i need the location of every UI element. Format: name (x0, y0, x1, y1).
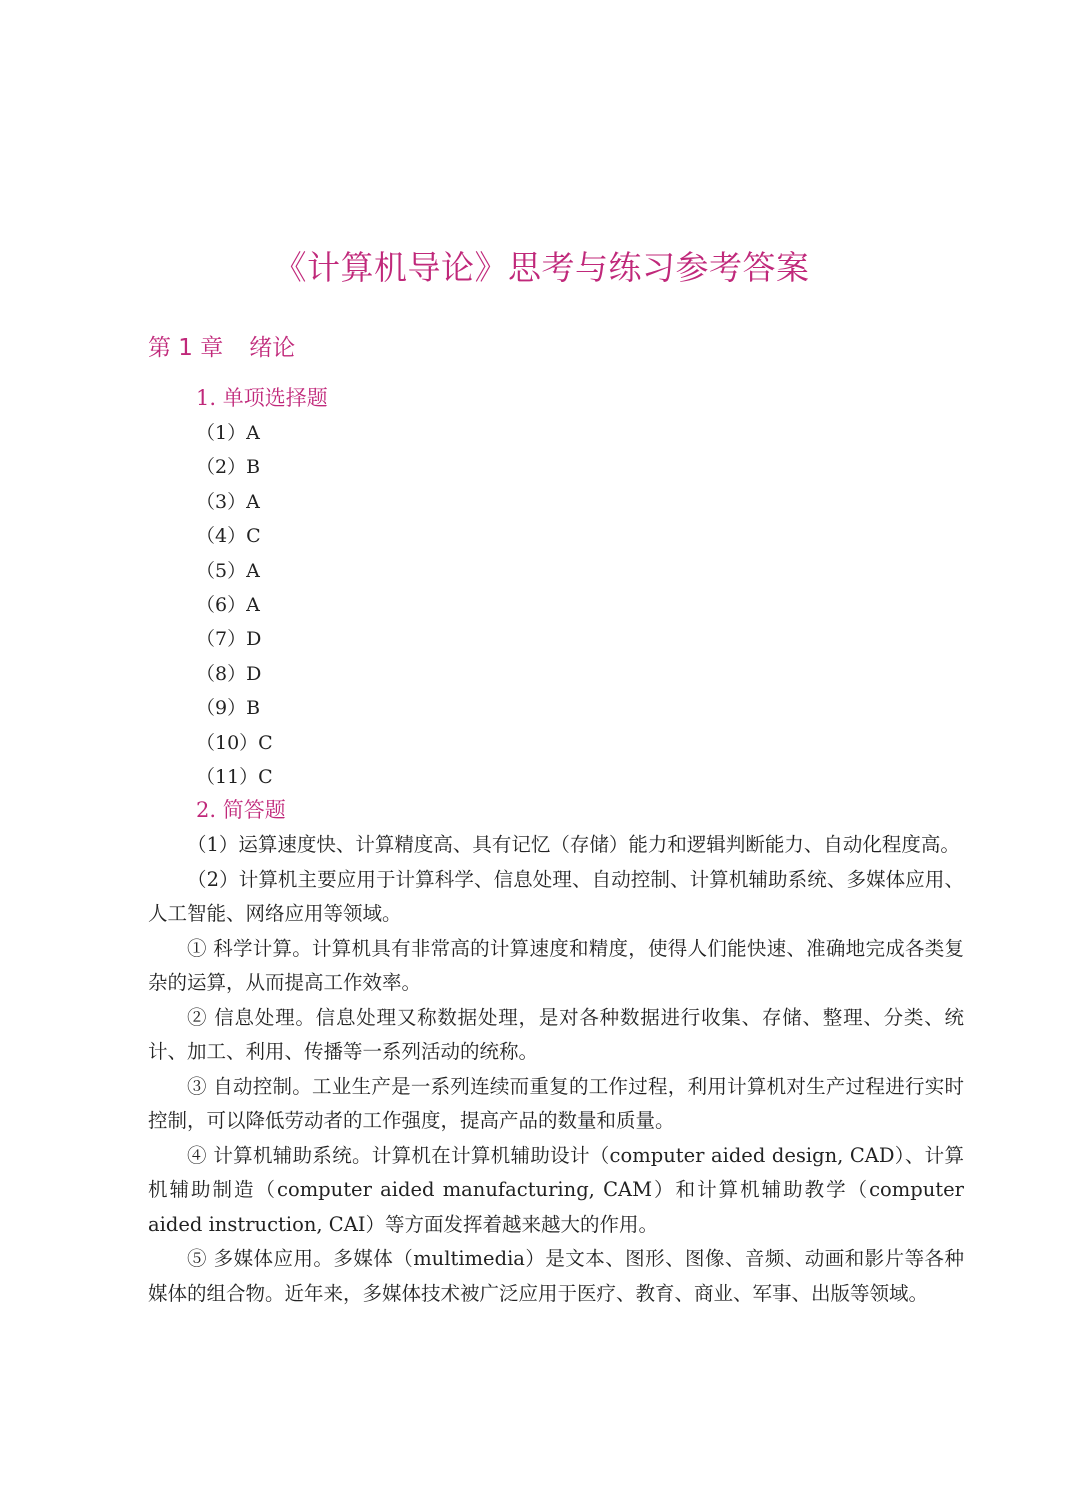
paragraph: ④ 计算机辅助系统。计算机在计算机辅助设计（computer aided design, CAD）、计算机辅助制造（computer aided manufacturing, CAM）和计算机辅助教学（computer aided instruction, CAI）等方面发挥着越来越大的作用。 (148, 1143, 964, 1236)
section-heading-short-answer: 2. 简答题 (196, 798, 286, 822)
chapter-number: 第 1 章 (148, 335, 224, 361)
answer-item: （9）B (196, 697, 261, 720)
chapter-heading (148, 332, 295, 364)
answer-item: （11）C (196, 765, 273, 788)
answer-body (148, 828, 964, 1311)
answer-item: （1）A (196, 422, 260, 444)
answer-item: （10）C (196, 731, 273, 754)
chapter-name: 绪论 (249, 335, 296, 361)
answer-list (196, 417, 273, 795)
paragraph: （1）运算速度快、计算精度高、具有记忆（存储）能力和逻辑判断能力、自动化程度高。 (187, 833, 960, 856)
answer-item: （7）D (196, 628, 262, 651)
paragraph: ⑤ 多媒体应用。多媒体（multimedia）是文本、图形、图像、音频、动画和影片等各种媒体的组合物。近年来，多媒体技术被广泛应用于医疗、教育、商业、军事、出版等领域。 (148, 1247, 964, 1305)
answer-item: （2）B (196, 456, 261, 479)
section-heading-multiple-choice: 1. 单项选择题 (196, 386, 328, 410)
paragraph: ② 信息处理。信息处理又称数据处理，是对各种数据进行收集、存储、整理、分类、统计、加工、利用、传播等一系列活动的统称。 (148, 1005, 964, 1063)
paragraph: ③ 自动控制。工业生产是一系列连续而重复的工作过程，利用计算机对生产过程进行实时控制，可以降低劳动者的工作强度，提高产品的数量和质量。 (148, 1074, 964, 1132)
answer-item: （5）A (196, 559, 260, 582)
paragraph: ① 科学计算。计算机具有非常高的计算速度和精度，使得人们能快速、准确地完成各类复杂的运算，从而提高工作效率。 (148, 936, 964, 994)
paragraph: （2）计算机主要应用于计算科学、信息处理、自动控制、计算机辅助系统、多媒体应用、人工智能、网络应用等领域。 (148, 867, 964, 925)
answer-item: （8）D (196, 662, 262, 685)
answer-item: （6）A (196, 593, 260, 616)
answer-item: （4）C (196, 525, 261, 548)
answer-item: （3）A (196, 490, 260, 513)
document-title: 《计算机导论》思考与练习参考答案 (273, 248, 810, 287)
